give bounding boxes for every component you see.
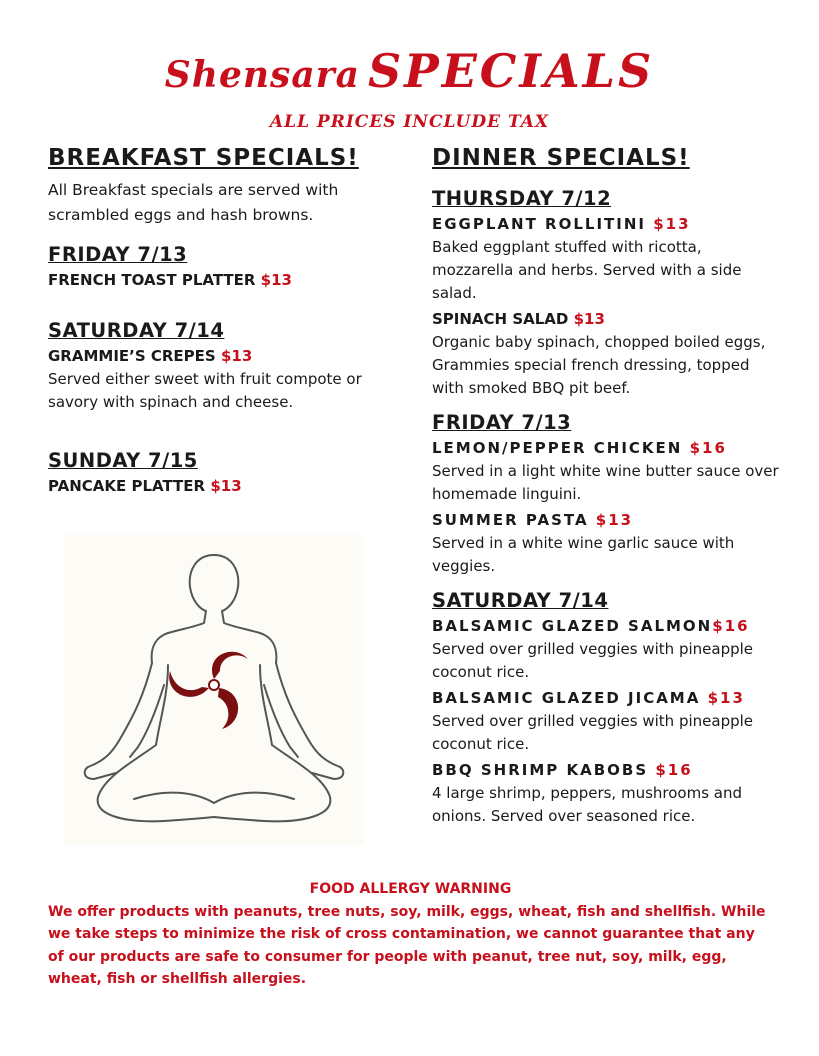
item-price: $16 [655,761,693,779]
item-description: Served over grilled veggies with pineapple coconut rice. [432,640,754,681]
item-name: SPINACH SALAD [432,310,569,328]
menu-item [48,474,388,498]
menu-item [432,436,782,460]
menu-item [432,758,782,782]
day-heading: FRIDAY 7/13 [48,243,188,266]
item-price: $13 [595,511,634,529]
page-title [0,44,819,98]
item-price: $13 [210,477,242,495]
breakfast-day [48,318,388,414]
day-heading: FRIDAY 7/13 [432,411,572,434]
day-heading: THURSDAY 7/12 [432,187,612,210]
item-description: Baked eggplant stuffed with ricotta, mozzarella and herbs. Served with a side salad. [432,238,742,302]
item-price: $13 [260,271,292,289]
item-name: BALSAMIC GLAZED SALMON [432,617,713,635]
item-description: Served either sweet with fruit compote or savory with spinach and cheese. [48,370,362,411]
menu-item [432,212,782,236]
title-specials: SPECIALS [367,44,655,98]
dinner-heading: DINNER SPECIALS! [432,145,690,171]
allergy-warning-text: We offer products with peanuts, tree nuts, soy, milk, eggs, wheat, fish and shellfish. While we take steps to minimize the risk of cross contamination, we cannot guarantee that any of our products are safe to consumer for people with peanut, tree nut, soy, milk, egg, wheat, fish or shellfish allergies. [48,903,766,987]
price-note: ALL PRICES INCLUDE TAX [269,112,550,132]
menu-item [432,614,782,638]
item-description: Served over grilled veggies with pineapple coconut rice. [432,712,754,753]
item-price: $16 [712,617,750,635]
item-description: Organic baby spinach, chopped boiled eggs, Grammies special french dressing, topped with smoked BBQ pit beef. [432,333,766,397]
item-price: $13 [573,310,605,328]
breakfast-day [48,242,388,292]
item-name: EGGPLANT ROLLITINI [432,215,646,233]
item-description: 4 large shrimp, peppers, mushrooms and onions. Served over seasoned rice. [432,784,743,825]
meditation-figure-icon [64,535,364,845]
dinner-day [432,588,782,828]
item-name: FRENCH TOAST PLATTER [48,271,256,289]
item-name: PANCAKE PLATTER [48,477,206,495]
allergy-warning [48,878,773,991]
item-name: BALSAMIC GLAZED JICAMA [432,689,701,707]
menu-item [48,344,388,368]
allergy-warning-title: FOOD ALLERGY WARNING [309,881,512,897]
dinner-day [432,410,782,578]
menu-item [432,686,782,710]
breakfast-day [48,448,388,498]
dinner-column [432,144,782,828]
item-price: $13 [653,215,691,233]
item-name: SUMMER PASTA [432,511,589,529]
breakfast-column [48,144,388,498]
item-name: LEMON/PEPPER CHICKEN [432,439,683,457]
item-name: BBQ SHRIMP KABOBS [432,761,649,779]
menu-item [432,307,782,331]
menu-item [432,508,782,532]
item-description: Served in a white wine garlic sauce with veggies. [432,534,735,575]
day-heading: SATURDAY 7/14 [48,319,225,342]
menu-item [48,268,388,292]
item-name: GRAMMIE’S CREPES [48,347,216,365]
day-heading: SUNDAY 7/15 [48,449,198,472]
item-description: Served in a light white wine butter sauce over homemade linguini. [432,462,779,503]
item-price: $13 [220,347,253,365]
brand-name: Shensara [164,54,360,96]
breakfast-intro: All Breakfast specials are served with scrambled eggs and hash browns. [48,181,339,224]
breakfast-heading: BREAKFAST SPECIALS! [48,145,359,171]
item-price: $13 [707,689,745,707]
item-price: $16 [689,439,727,457]
dinner-day [432,186,782,400]
day-heading: SATURDAY 7/14 [432,589,609,612]
